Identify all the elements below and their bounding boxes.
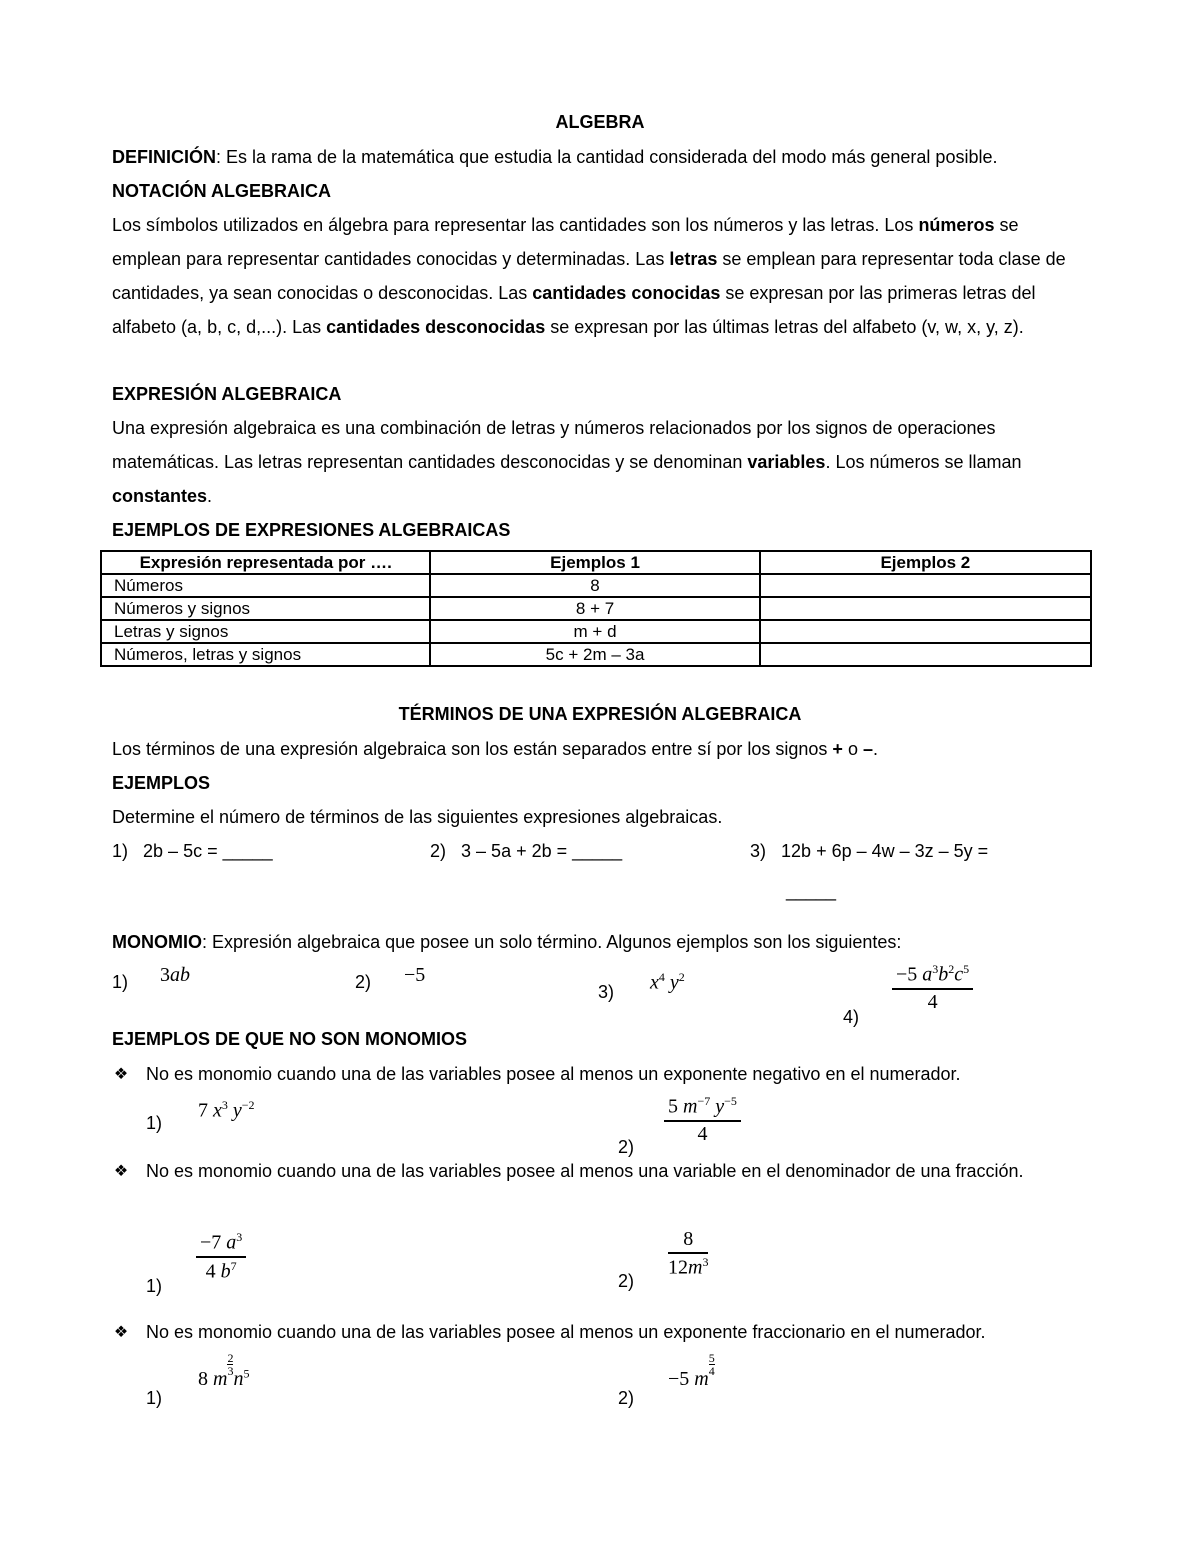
examples-heading: EJEMPLOS DE EXPRESIONES ALGEBRAICAS: [112, 520, 511, 540]
terms-text: Los términos de una expresión algebraica son los están separados entre sí por los signos: [112, 739, 833, 759]
notation-paragraph: [112, 208, 1092, 344]
table-cell: 8 + 7: [430, 597, 759, 620]
table-cell: [760, 574, 1091, 597]
notation-text-1: Los símbolos utilizados en álgebra para representar las cantidades son los números y las letras. Los: [112, 215, 919, 235]
table-cell: 5c + 2m – 3a: [430, 643, 759, 666]
expression-text-1: Una expresión algebraica es una combinación de letras y números relacionados por los signos de operaciones matemáticas. Las letras representan cantidades desconocidas y se denominan: [112, 418, 996, 472]
diamond-bullet-icon: ❖: [113, 1324, 129, 1341]
exercise-item-3: [750, 834, 988, 868]
table-cell: Números: [101, 574, 430, 597]
exercises-heading: EJEMPLOS: [112, 773, 211, 793]
table-cell: Números y signos: [101, 597, 430, 620]
notation-heading: NOTACIÓN ALGEBRAICA: [112, 181, 331, 201]
fraction-numerator: 8: [668, 1228, 708, 1254]
exercise-expression: 2b – 5c = _____: [143, 841, 273, 861]
exercise-3-blank: _____: [786, 881, 837, 901]
monomial-label: MONOMIO: [112, 932, 202, 952]
monomial-number: 3): [598, 982, 615, 1002]
notation-bold-numeros: números: [918, 215, 995, 235]
exercise-item-1: [112, 834, 273, 868]
exercise-expression: 12b + 6p – 4w – 3z – 5y =: [781, 841, 989, 861]
notation-text-3: se emplean para representar toda clase de cantidades, ya sean conocidas o desconocidas. Las: [112, 249, 1066, 303]
exercise-expression: 3 – 5a + 2b = _____: [461, 841, 623, 861]
expression-text-3: .: [207, 486, 213, 506]
non-monomial-number: 2): [618, 1388, 635, 1408]
expression-bold-constantes: constantes: [112, 486, 208, 506]
table-row: [101, 597, 1091, 620]
expression-text-2: . Los números se llaman: [825, 452, 1022, 472]
notation-text-5: se expresan por las últimas letras del alfabeto (v, w, x, y, z).: [545, 317, 1024, 337]
table-cell: [760, 597, 1091, 620]
non-monomials-heading: EJEMPLOS DE QUE NO SON MONOMIOS: [112, 1029, 468, 1049]
expression-paragraph: [112, 411, 1092, 513]
terms-or: o: [842, 739, 863, 759]
terms-paragraph: [112, 732, 1092, 766]
diamond-bullet-icon: ❖: [113, 1163, 129, 1180]
monomial-number: 4): [843, 1007, 860, 1027]
table-cell: Números, letras y signos: [101, 643, 430, 666]
non-monomial-number: 1): [146, 1388, 163, 1408]
fraction-denominator: 4: [697, 1122, 708, 1145]
table-cell: Letras y signos: [101, 620, 430, 643]
table-header: Expresión representada por ….: [101, 551, 430, 574]
definition-text: : Es la rama de la matemática que estudia la cantidad considerada del modo más general posible.: [216, 147, 998, 167]
fraction-denominator: 4: [927, 990, 938, 1013]
table-header-row: [101, 551, 1091, 574]
monomial-example-2: −5: [404, 964, 426, 986]
table-header: Ejemplos 2: [760, 551, 1091, 574]
non-monomial-example-2a: $\frac{-7 a^3}{4 b^7}$: [196, 1230, 246, 1283]
non-monomial-rule-1: No es monomio cuando una de las variables posee al menos un exponente negativo en el numerador.: [146, 1064, 961, 1084]
definition-label: DEFINICIÓN: [112, 147, 217, 167]
terms-heading: TÉRMINOS DE UNA EXPRESIÓN ALGEBRAICA: [398, 704, 802, 724]
monomial-text: : Expresión algebraica que posee un solo término. Algunos ejemplos son los siguientes:: [202, 932, 902, 952]
table-row: [101, 643, 1091, 666]
notation-bold-desconocidas: cantidades desconocidas: [326, 317, 546, 337]
expression-bold-variables: variables: [747, 452, 826, 472]
non-monomial-example-1a: 7 $x^3$ $y^{-2}$: [198, 1098, 255, 1122]
page-title: ALGEBRA: [555, 112, 645, 132]
table-row: [101, 620, 1091, 643]
non-monomial-rule-2: No es monomio cuando una de las variables posee al menos una variable en el denominador de una fracción.: [146, 1161, 1024, 1181]
definition-paragraph: [112, 140, 1092, 174]
table-header: Ejemplos 1: [430, 551, 759, 574]
monomial-example-3: $x^4$ $y^2$: [650, 970, 685, 994]
notation-bold-conocidas: cantidades conocidas: [532, 283, 721, 303]
table-cell: m + d: [430, 620, 759, 643]
notation-text-4: se expresan por las primeras letras del alfabeto (a, b, c, d,...). Las: [112, 283, 1036, 337]
non-monomial-example-1b: $\frac{5 m^{-7} y^{-5}}{4}$: [664, 1094, 741, 1146]
non-monomial-number: 2): [618, 1137, 635, 1157]
exercise-number: 3): [750, 841, 767, 861]
non-monomial-example-3b: −5 m $\frac{5}{4}$: [668, 1351, 715, 1390]
exercise-number: 1): [112, 841, 129, 861]
examples-table: [100, 550, 1092, 667]
exercise-number: 2): [430, 841, 447, 861]
monomial-number: 1): [112, 972, 129, 992]
table-cell: [760, 643, 1091, 666]
non-monomial-number: 1): [146, 1276, 163, 1296]
monomial-example-4: $\frac{-5 a^3b^2c^5}{4}$: [892, 962, 973, 1014]
non-monomial-number: 2): [618, 1271, 635, 1291]
minus-sign: –: [862, 739, 873, 759]
notation-bold-letras: letras: [669, 249, 718, 269]
monomial-example-1: 3ab: [160, 964, 190, 986]
terms-end: .: [872, 739, 878, 759]
table-cell: 8: [430, 574, 759, 597]
monomial-number: 2): [355, 972, 372, 992]
notation-text-2: se emplean para representar cantidades conocidas y determinadas. Las: [112, 215, 1019, 269]
table-cell: [760, 620, 1091, 643]
exercises-instruction: Determine el número de términos de las siguientes expresiones algebraicas.: [112, 807, 723, 827]
monomial-paragraph: [112, 925, 1092, 959]
diamond-bullet-icon: ❖: [113, 1066, 129, 1083]
plus-sign: +: [832, 739, 843, 759]
non-monomial-number: 1): [146, 1113, 163, 1133]
non-monomial-example-2b: $\frac{8}{12m^3}$: [668, 1228, 709, 1279]
table-row: [101, 574, 1091, 597]
expression-heading: EXPRESIÓN ALGEBRAICA: [112, 384, 342, 404]
non-monomial-rule-3: No es monomio cuando una de las variables posee al menos un exponente fraccionario en el numerador.: [146, 1322, 986, 1342]
exercise-item-2: [430, 834, 622, 868]
non-monomial-example-3a: 8 m $\frac{2}{3}$ $n^5$: [198, 1351, 250, 1390]
